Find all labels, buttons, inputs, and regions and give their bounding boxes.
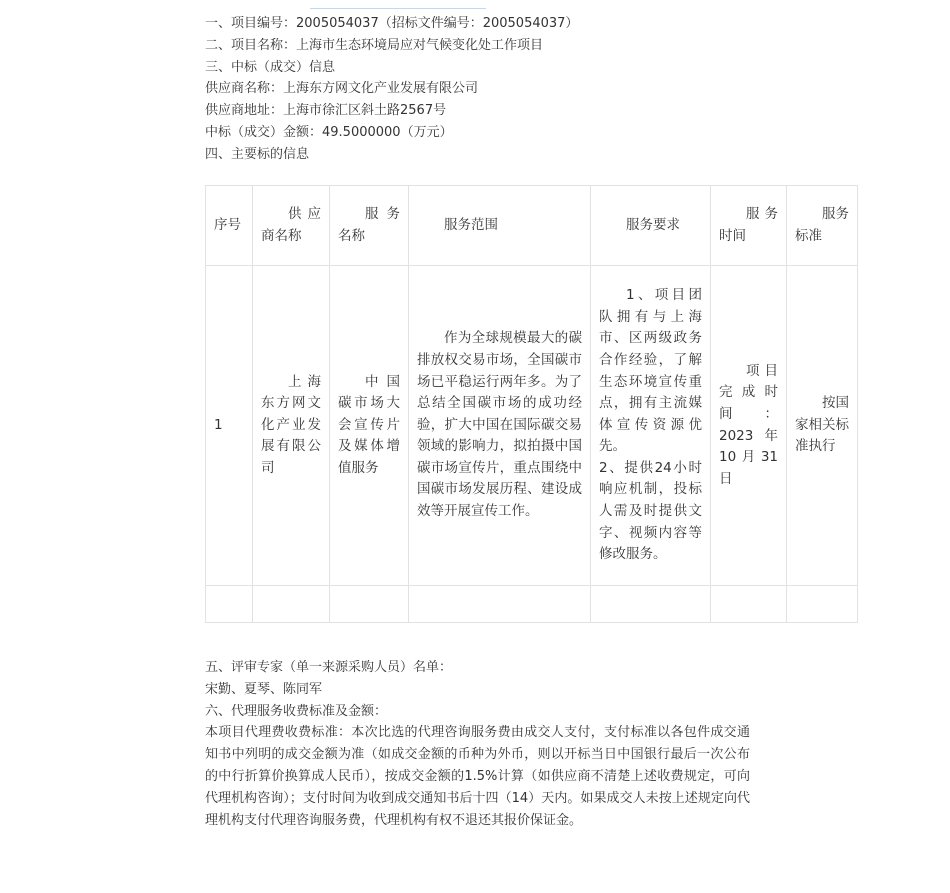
empty-cell [711, 586, 787, 623]
cell-supplier: 上海东方网文化产业发展有限公司 [253, 266, 330, 586]
empty-cell [206, 586, 253, 623]
project-name: 二、项目名称：上海市生态环境局应对气候变化处工作项目 [205, 37, 544, 53]
header-time: 服务时间 [711, 186, 787, 266]
top-divider [310, 8, 486, 9]
empty-cell [253, 586, 330, 623]
cell-time: 项目完成时间：2023年10月31日 [711, 266, 787, 586]
header-no: 序号 [206, 186, 253, 266]
table-row [206, 266, 858, 586]
experts-title: 五、评审专家（单一来源采购人员）名单： [205, 660, 453, 675]
cell-scope: 作为全球规模最大的碳排放权交易市场，全国碳市场已平稳运行两年多。为了总结全国碳市场的成功经验，扩大中国在国际碳交易领域的影响力，拟拍摄中国碳市场宣传片，重点围绕中国碳市场发展历程、建设成效等开展宣传工作。 [409, 266, 591, 586]
header-requirements: 服务要求 [591, 186, 711, 266]
award-info-title: 三、中标（成交）信息 [205, 59, 336, 75]
experts-names: 宋勤、夏琴、陈同军 [205, 681, 323, 697]
empty-cell [409, 586, 591, 623]
requirement-item-2: 2、提供24小时响应机制，投标人需及时提供文字、视频内容等修改服务。 [599, 459, 702, 563]
award-amount: 中标（成交）金额：49.5000000（万元） [205, 124, 453, 140]
cell-standard: 按国家相关标准执行 [787, 266, 858, 586]
empty-cell [787, 586, 858, 623]
header-supplier: 供应商名称 [253, 186, 330, 266]
fee-title: 六、代理服务收费标准及金额： [205, 703, 388, 719]
header-standard: 服务标准 [787, 186, 858, 266]
cell-service-name: 中国碳市场大会宣传片及媒体增值服务 [330, 266, 409, 586]
header-service-name: 服务名称 [330, 186, 409, 266]
header-scope: 服务范围 [409, 186, 591, 266]
project-number: 一、项目编号：2005054037（招标文件编号：2005054037） [205, 16, 579, 31]
supplier-address: 供应商地址：上海市徐汇区斜土路2567号 [205, 103, 447, 119]
cell-no: 1 [206, 266, 253, 586]
table-header-row [206, 186, 858, 266]
main-subject-title: 四、主要标的信息 [205, 146, 310, 162]
fee-body: 本项目代理费收费标准：本次比选的代理咨询服务费由成交人支付，支付标准以各包件成交通知书中列明的成交金额为准（如成交金额的币种为外币，则以开标当日中国银行最后一次公布的中行折算价换算成人民币），按成交金额的1.5%计算（如供应商不清楚上述收费规定，可向代理机构咨询）；支付时间为收到成交通知书后十四（14）天内。如果成交人未按上述规定向代理机构支付代理咨询服务费，代理机构有权不退还其报价保证金。 [205, 725, 750, 828]
table-empty-row [206, 586, 858, 623]
empty-cell [591, 586, 711, 623]
supplier-name: 供应商名称：上海东方网文化产业发展有限公司 [205, 81, 479, 97]
empty-cell [330, 586, 409, 623]
cell-requirements [591, 266, 711, 586]
requirement-item-1: 1、项目团队拥有与上海市、区两级政务合作经验，了解生态环境宣传重点，拥有主流媒体宣传资源优先。 [599, 287, 702, 455]
announcement-footer [205, 657, 750, 831]
announcement-header [205, 13, 750, 166]
main-subject-table [205, 185, 858, 623]
